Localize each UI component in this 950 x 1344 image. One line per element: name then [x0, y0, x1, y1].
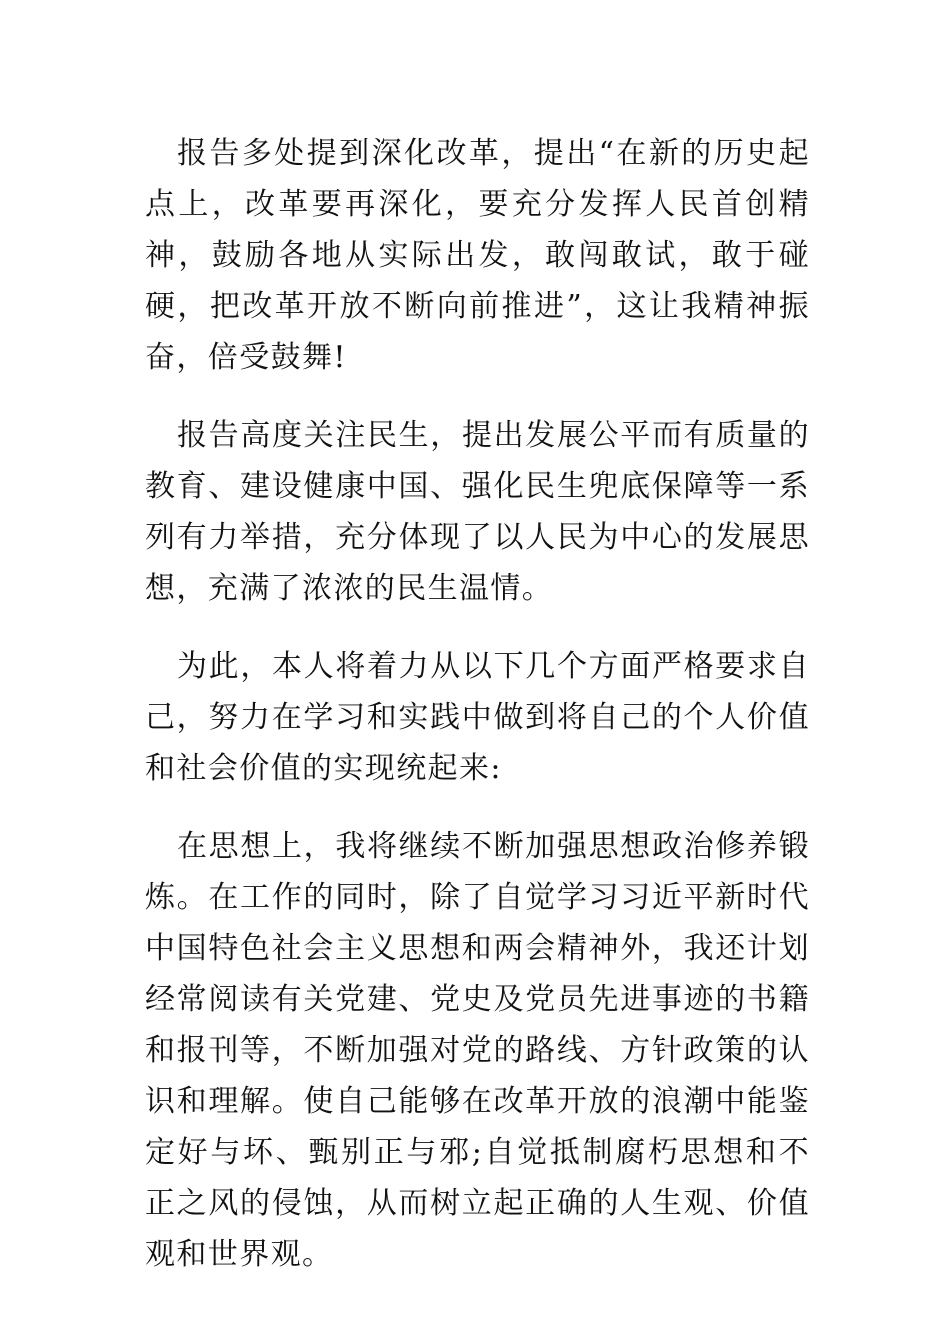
paragraph-ideology: 在思想上，我将继续不断加强思想政治修养锻炼。在工作的同时，除了自觉学习习近平新时代中国特色社会主义思想和两会精神外，我还计划经常阅读有关党建、党史及党员先进事迹的书籍和报刊等，不断加强对党的路线、方针政策的认识和理解。使自己能够在改革开放的浪潮中能鉴定好与坏、甄别正与邪;自觉抵制腐朽思想和不正之风的侵蚀，从而树立起正确的人生观、价值观和世界观。 — [145, 829, 810, 1272]
paragraph-livelihood: 报告高度关注民生，提出发展公平而有质量的教育、建设健康中国、强化民生兜底保障等一系列有力举措，充分体现了以人民为中心的发展思想，充满了浓浓的民生温情。 — [145, 418, 810, 606]
paragraph-commitment: 为此，本人将着力从以下几个方面严格要求自己，努力在学习和实践中做到将自己的个人价值和社会价值的实现统起来: — [145, 649, 810, 786]
paragraph-reform: 报告多处提到深化改革，提出“在新的历史起点上，改革要再深化，要充分发挥人民首创精神，鼓励各地从实际出发，敢闯敢试，敢于碰硬，把改革开放不断向前推进”，这让我精神振奋，倍受鼓舞! — [145, 136, 810, 375]
document-body — [145, 128, 810, 1280]
